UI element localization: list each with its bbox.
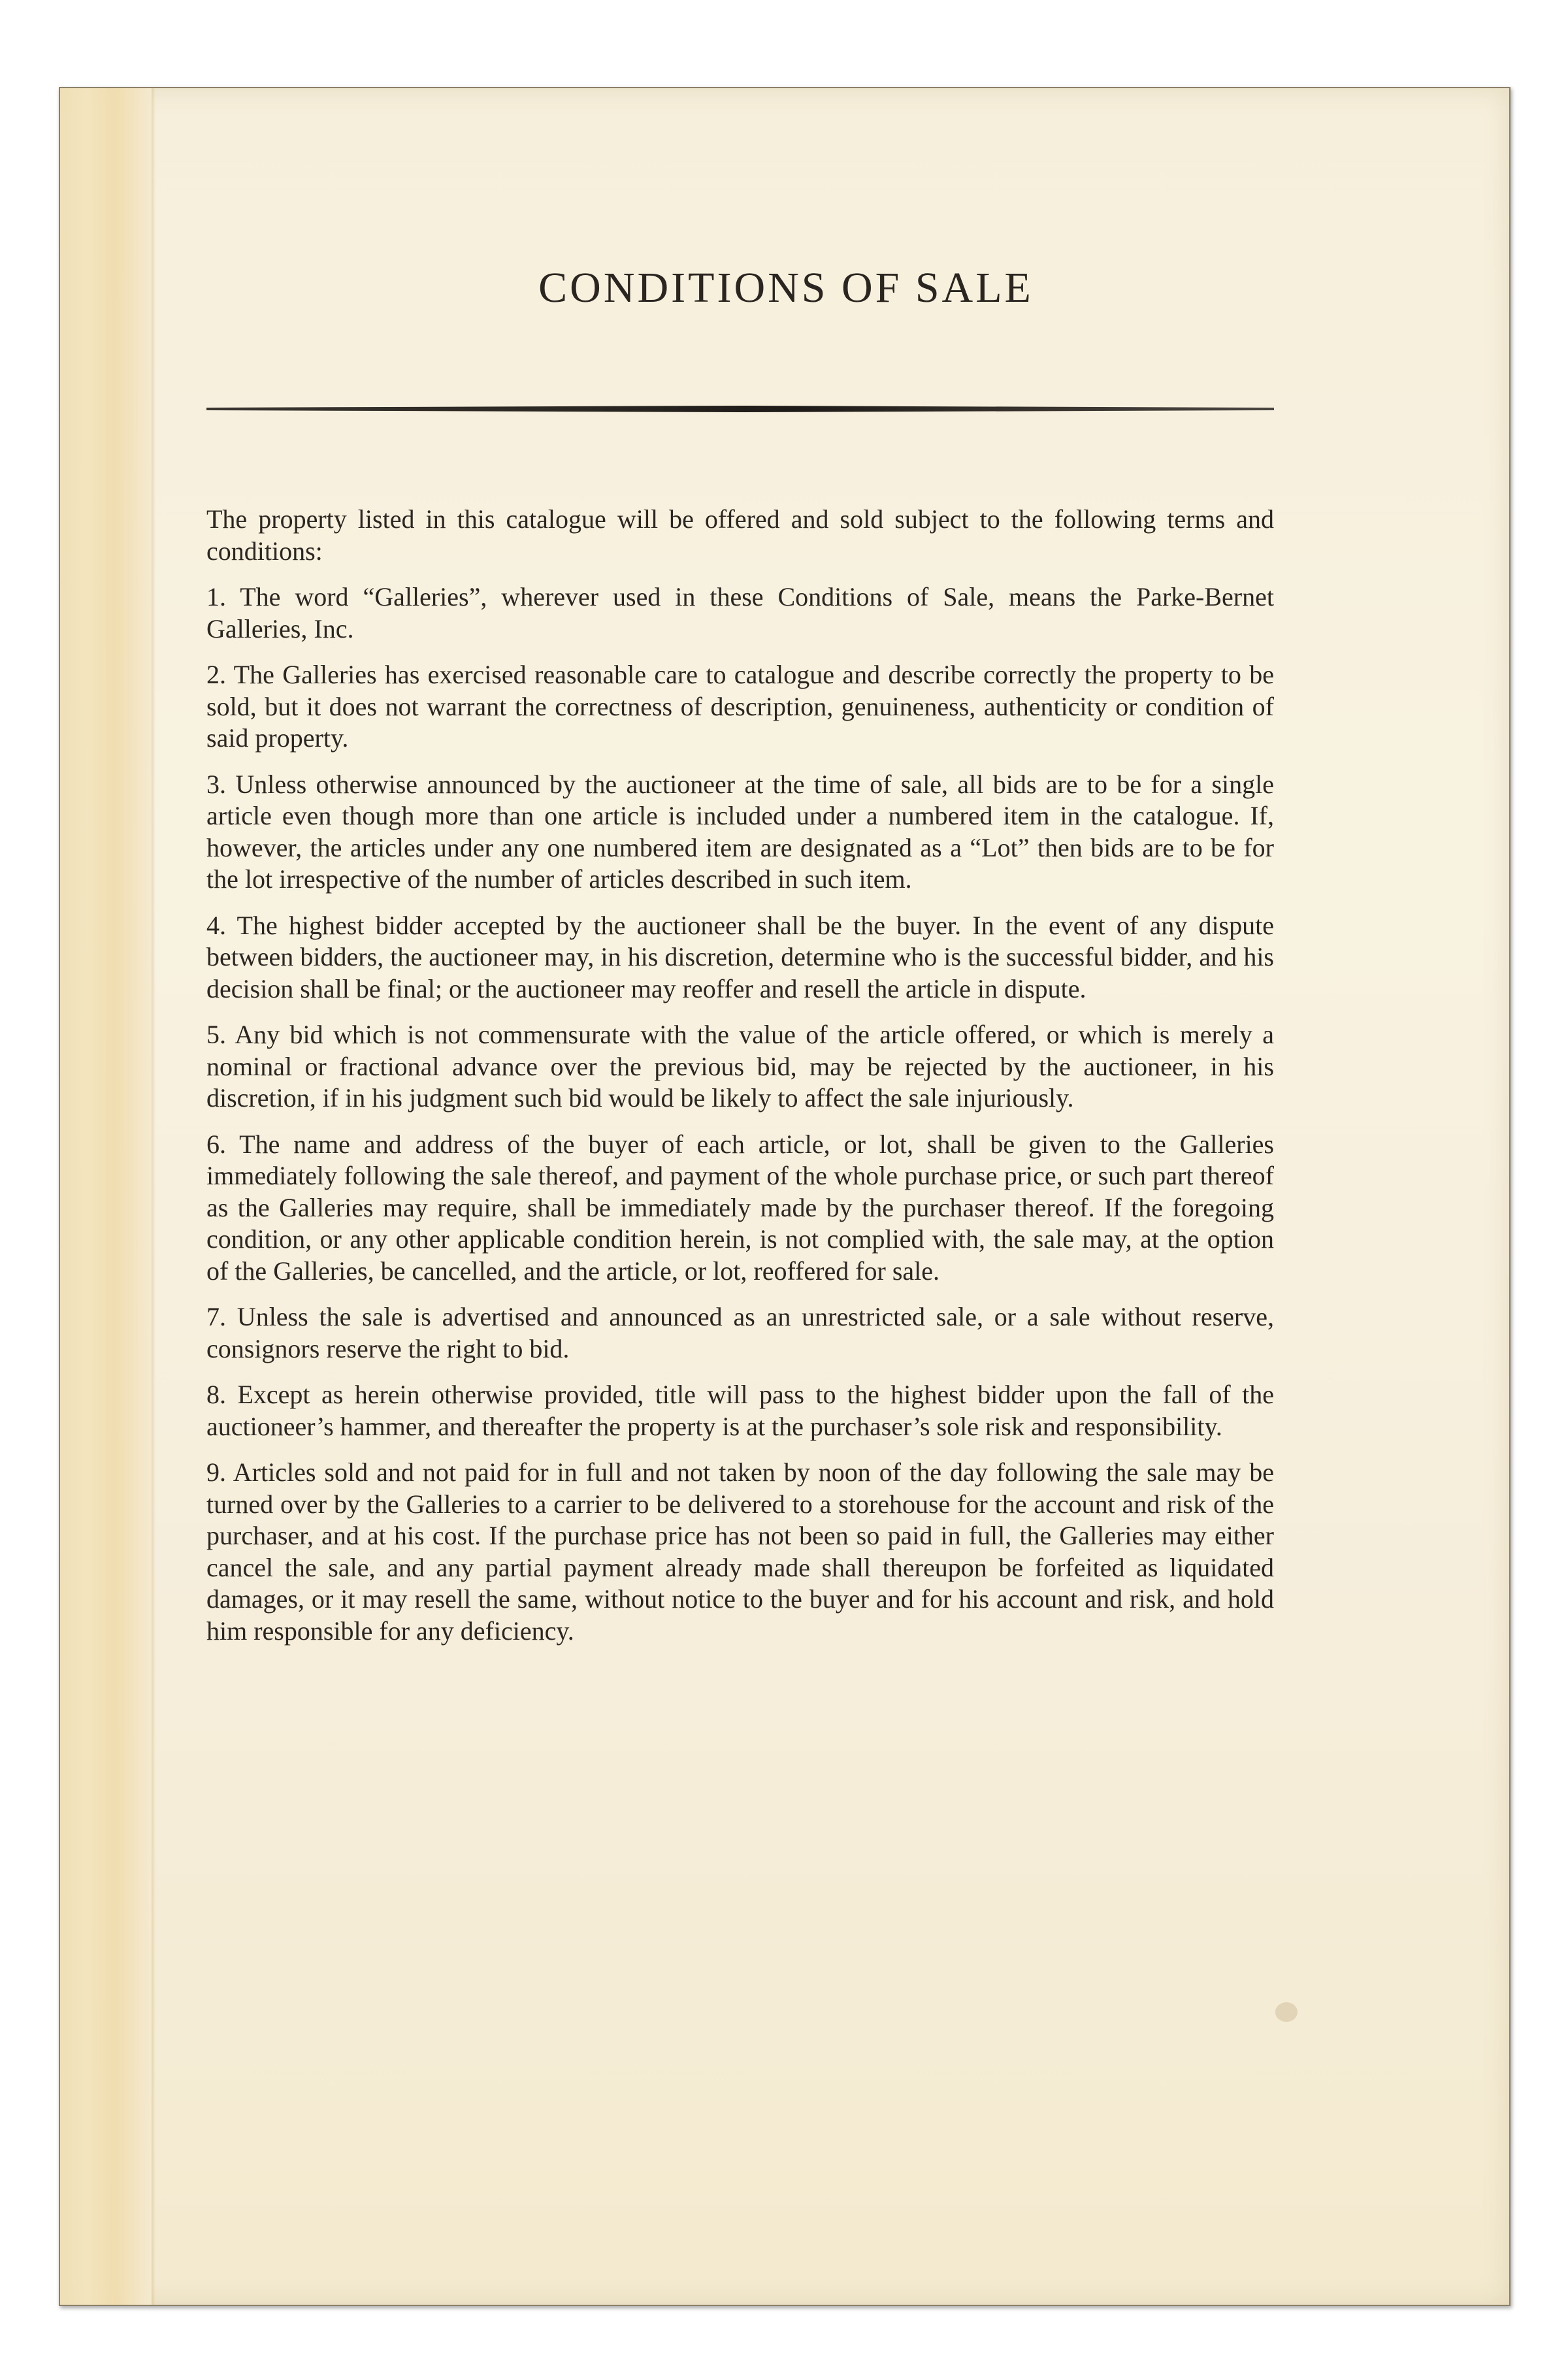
condition-7-paragraph: 7. Unless the sale is advertised and announced as an unrestricted sale, or a sale without reserve, consignors reserve the right to bid.: [206, 1302, 1274, 1363]
conditions-body: [206, 504, 1274, 1661]
condition-3-paragraph: 3. Unless otherwise announced by the auctioneer at the time of sale, all bids are to be for a single article even though more than one article is included under a numbered item in the catalogue. If, however, the articles under any one numbered item are designated as a “Lot” then bids are to be for the lot irrespective of the number of articles described in such item.: [206, 769, 1274, 894]
title-rule-divider: [206, 406, 1274, 412]
condition-5-paragraph: 5. Any bid which is not commensurate with the value of the article offered, or which is merely a nominal or fractional advance over the previous bid, may be rejected by the auctioneer, in his discretion, if in his judgment such bid would be likely to affect the sale injuriously.: [206, 1020, 1274, 1113]
page-title: CONDITIONS OF SALE: [538, 264, 1034, 312]
intro-paragraph: The property listed in this catalogue will be offered and sold subject to the following terms and conditions:: [206, 504, 1274, 566]
page-spine: [60, 88, 152, 2305]
spine-edge: [152, 88, 155, 2305]
condition-1-paragraph: 1. The word “Galleries”, wherever used in these Conditions of Sale, means the Parke-Bernet Galleries, Inc.: [206, 582, 1274, 643]
catalogue-page: [59, 87, 1511, 2306]
condition-8-paragraph: 8. Except as herein otherwise provided, title will pass to the highest bidder upon the fall of the auctioneer’s hammer, and thereafter the property is at the purchaser’s sole risk and responsibility.: [206, 1380, 1274, 1441]
condition-9-paragraph: 9. Articles sold and not paid for in full and not taken by noon of the day following the sale may be turned over by the Galleries to a carrier to be delivered to a storehouse for the account and risk of the purchaser, and at his cost. If the purchase price has not been so paid in full, the Galleries may either cancel the sale, and any partial payment already made shall thereupon be forfeited as liquidated damages, or it may resell the same, without notice to the buyer and for his account and risk, and hold him responsible for any deficiency.: [206, 1457, 1274, 1646]
condition-2-paragraph: 2. The Galleries has exercised reasonable care to catalogue and describe correctly the property to be sold, but it does not warrant the correctness of description, genuineness, authenticity or condition of said property.: [206, 660, 1274, 753]
paper-stain: [1275, 2002, 1298, 2022]
condition-6-paragraph: 6. The name and address of the buyer of each article, or lot, shall be given to the Galleries immediately following the sale thereof, and payment of the whole purchase price, or such part thereof as the Galleries may require, shall be immediately made by the purchaser thereof. If the foregoing condition, or any other applicable condition herein, is not complied with, the sale may, at the option of the Galleries, be cancelled, and the article, or lot, reoffered for sale.: [206, 1129, 1274, 1286]
condition-4-paragraph: 4. The highest bidder accepted by the auctioneer shall be the buyer. In the event of any dispute between bidders, the auctioneer may, in his discretion, determine who is the successful bidder, and his decision shall be final; or the auctioneer may reoffer and resell the article in dispute.: [206, 910, 1274, 1003]
